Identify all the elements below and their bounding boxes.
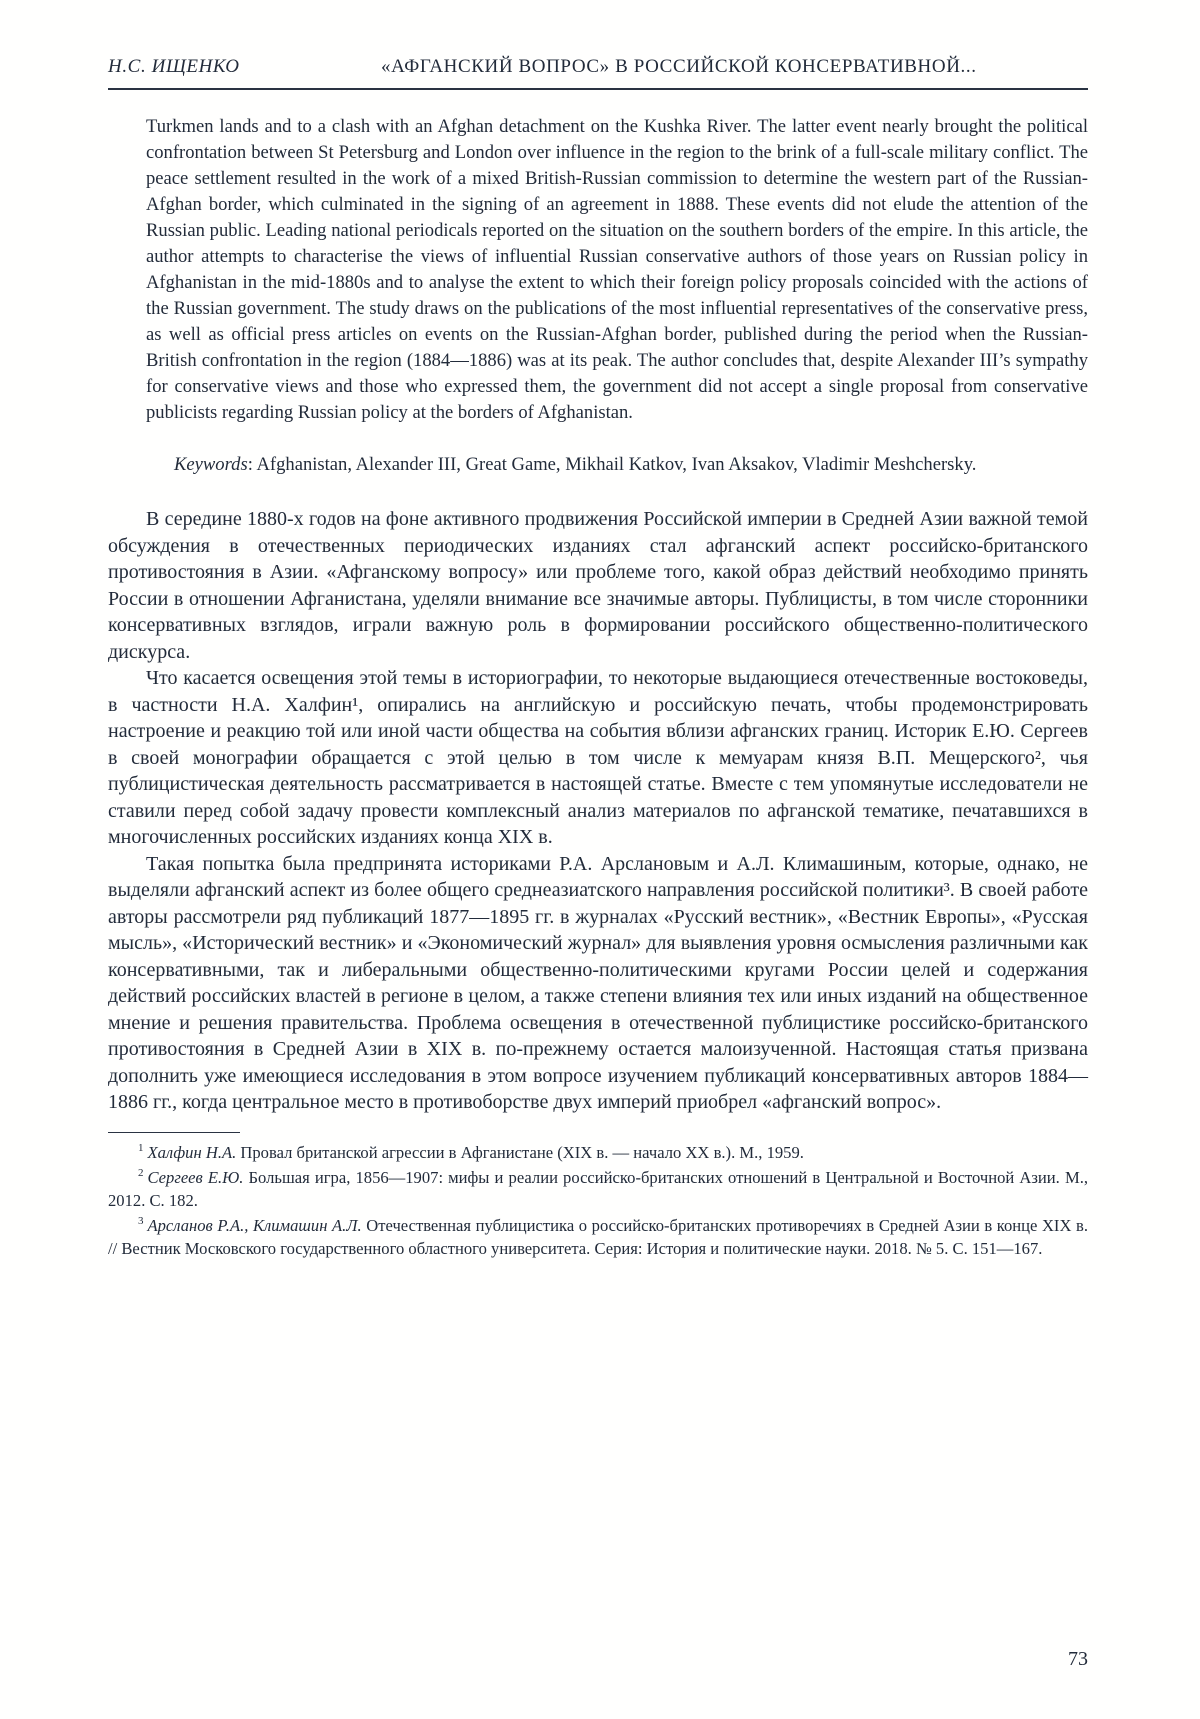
keywords-text: : Afghanistan, Alexander III, Great Game, Mikhail Katkov, Ivan Aksakov, Vladimir Meshchersky.	[247, 454, 977, 475]
footnote-1-marker: 1	[138, 1141, 144, 1154]
running-head-author: Н.С. ИЩЕНКО	[108, 56, 240, 77]
footnote-1-authors: Халфин Н.А.	[147, 1142, 237, 1162]
page-number: 73	[1068, 1648, 1088, 1670]
keywords-paragraph	[146, 452, 1088, 478]
footnote-rule	[108, 1132, 240, 1133]
body-paragraph-1: В середине 1880-х годов на фоне активного продвижения Российской империи в Средней Азии важной темой обсуждения в отечественных периодических изданиях стал афганский аспект российско-британского противостояния в Азии. «Афганскому вопросу» или проблеме того, какой образ действий необходимо принять России в отношении Афганистана, уделяли внимание все значимые авторы. Публицисты, в том числе сторонники консервативных взглядов, играли важную роль в формировании российского общественно-политического дискурса.	[108, 508, 1088, 663]
footnote-1	[108, 1141, 1088, 1164]
footnote-2-authors: Сергеев Е.Ю.	[147, 1167, 244, 1187]
footnote-3	[108, 1214, 1088, 1260]
abstract-paragraph: Turkmen lands and to a clash with an Afghan detachment on the Kushka River. The latter event nearly brought the political confrontation between St Petersburg and London over influence in the region to the brink of a full-scale military conflict. The peace settlement resulted in the work of a mixed British-Russian commission to determine the western part of the Russian-Afghan border, which culminated in the signing of an agreement in 1888. These events did not elude the attention of the Russian public. Leading national periodicals reported on the situation on the southern borders of the empire. In this article, the author attempts to characterise the views of influential Russian conservative authors of those years on Russian policy in Afghanistan in the mid-1880s and to analyse the extent to which their foreign policy proposals coincided with the actions of the Russian government. The study draws on the publications of the most influential representatives of the conservative press, as well as official press articles on events on the Russian-Afghan border, published during the period when the Russian-British confrontation in the region (1884—1886) was at its peak. The author concludes that, despite Alexander III’s sympathy for conservative views and those who expressed them, the government did not accept a single proposal from conservative publicists regarding Russian policy at the borders of Afghanistan.	[146, 116, 1088, 423]
running-head	[108, 56, 1088, 78]
abstract-section	[146, 114, 1088, 478]
body-paragraph-3: Такая попытка была предпринята историками Р.А. Арслановым и А.Л. Климашиным, которые, однако, не выделяли афганский аспект из более общего среднеазиатского направления российской политики³. В своей работе авторы рассмотрели ряд публикаций 1877—1895 гг. в журналах «Русский вестник», «Вестник Европы», «Русская мысль», «Исторический вестник» и «Экономический журнал» для выявления уровня осмысления различными как консервативными, так и либеральными общественно-политическими кругами России целей и содержания действий российских властей в регионе в целом, а также степени влияния тех или иных изданий на общественное мнение и решения правительства. Проблема освещения в отечественной публицистике российско-британского противостояния в Средней Азии в XIX в. по-прежнему остается малоизученной. Настоящая статья призвана дополнить уже имеющиеся исследования в этом вопросе изучением публикаций консервативных авторов 1884—1886 гг., когда центральное место в противоборстве двух империй приобрел «афганский вопрос».	[108, 852, 1088, 1113]
footnote-1-text: Провал британской агрессии в Афганистане (XIX в. — начало XX в.). М., 1959.	[236, 1142, 804, 1162]
body-paragraph-2: Что касается освещения этой темы в историографии, то некоторые выдающиеся отечественные востоковеды, в частности Н.А. Халфин¹, опирались на английскую и российскую печать, чтобы продемонстрировать настроение и реакцию той или иной части общества на события вблизи афганских границ. Историк Е.Ю. Сергеев в своей монографии обращается с этой целью в том числе к мемуарам князя В.П. Мещерского², чья публицистическая деятельность рассматривается в настоящей статье. Вместе с тем упомянутые исследователи не ставили перед собой задачу провести комплексный анализ материалов по афганской тематике, печатавшихся в многочисленных российских изданиях конца XIX в.	[108, 667, 1088, 848]
footnote-3-authors: Арсланов Р.А., Климашин А.Л.	[147, 1215, 362, 1235]
header-rule	[108, 88, 1088, 90]
footnote-2-marker: 2	[138, 1166, 144, 1179]
footnotes-section	[108, 1132, 1088, 1260]
running-head-title: «АФГАНСКИЙ ВОПРОС» В РОССИЙСКОЙ КОНСЕРВАТИВНОЙ...	[380, 56, 977, 77]
footnote-3-marker: 3	[138, 1214, 144, 1227]
footnote-2-text: Большая игра, 1856—1907: мифы и реалии российско-британских отношений в Центральной и Восточной Азии. М., 2012. С. 182.	[108, 1167, 1088, 1210]
keywords-label: Keywords	[174, 454, 248, 475]
footnote-3-text: Отечественная публицистика о российско-британских противоречиях в Средней Азии в конце XIX в. // Вестник Московского государственного областного университета. Серия: История и политические науки. 2018. № 5. С. 151—167.	[108, 1215, 1088, 1258]
article-body	[108, 506, 1088, 1116]
footnote-2	[108, 1166, 1088, 1212]
